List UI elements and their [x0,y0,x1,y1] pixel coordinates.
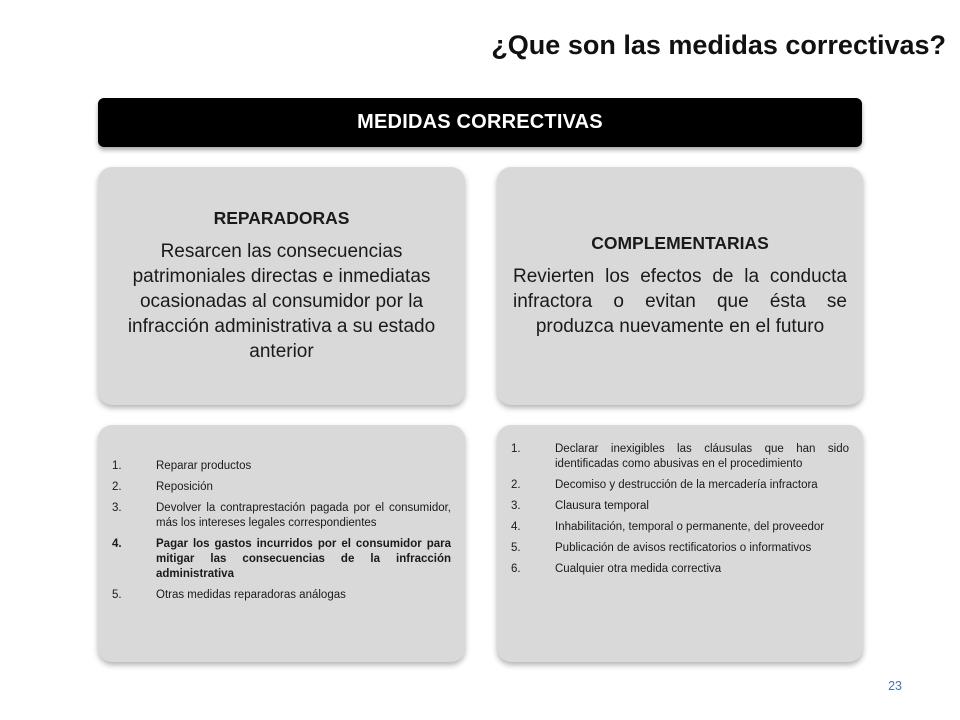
list-item [511,478,849,493]
reparadoras-list-card [98,425,465,662]
reparadoras-description: Resarcen las consecuencias patrimoniales directas e inmediatas ocasionadas al consumidor por la infracción administrativa a su estado anterior [127,240,436,363]
list-item-number: 2. [112,480,122,493]
list-item-text: Publicación de avisos rectificatorios o informativos [555,541,812,554]
list-item-text: Cualquier otra medida correctiva [555,562,722,575]
banner-label: MEDIDAS CORRECTIVAS [357,111,603,133]
list-item-text: Otras medidas reparadoras análogas [156,588,346,601]
complementarias-list-card [497,425,863,662]
list-item [112,501,451,531]
medidas-correctivas-banner [98,98,862,147]
complementarias-list [511,442,849,577]
complementarias-card [497,167,863,405]
list-item-number: 3. [112,501,122,514]
reparadoras-list [112,459,451,603]
list-item-text: Inhabilitación, temporal o permanente, del proveedor [555,520,825,533]
list-item [112,588,451,603]
complementarias-description: Revierten los efectos de la conducta infractora o evitan que ésta se produzca nuevamente en el futuro [513,265,847,338]
list-item-text: Pagar los gastos incurridos por el consumidor para mitigar las consecuencias de la infracción administrativa [156,537,451,580]
reparadoras-heading: REPARADORAS [213,207,350,228]
list-item-number: 1. [112,460,122,472]
list-item-number: 5. [511,541,521,554]
list-item-text: Reposición [156,480,213,493]
reparadoras-card [98,167,465,405]
list-item [511,562,849,577]
list-item [511,541,849,556]
list-item [112,459,451,474]
list-item-number: 4. [112,537,122,550]
list-item-text: Decomiso y destrucción de la mercadería infractora [555,478,818,491]
list-item [511,442,849,472]
complementarias-heading: COMPLEMENTARIAS [591,232,769,253]
list-item-number: 3. [511,499,521,512]
list-item-number: 2. [511,478,521,491]
list-item [511,499,849,514]
list-item-text: Clausura temporal [555,499,649,512]
list-item [511,520,849,535]
slide-title: ¿Que son las medidas correctivas? [491,30,946,60]
list-item-number: 5. [112,588,122,601]
list-item-number: 6. [511,562,521,575]
list-item-text: Declarar inexigibles las cláusulas que han sido identificadas como abusivas en el procedimiento [555,443,849,470]
list-item-text: Reparar productos [156,460,252,472]
list-item-number: 4. [511,520,521,533]
page-number: 23 [888,679,902,693]
list-item-text: Devolver la contraprestación pagada por el consumidor, más los intereses legales correspondientes [156,501,451,529]
list-item [112,537,451,582]
list-item [112,480,451,495]
list-item-number: 1. [511,443,521,455]
